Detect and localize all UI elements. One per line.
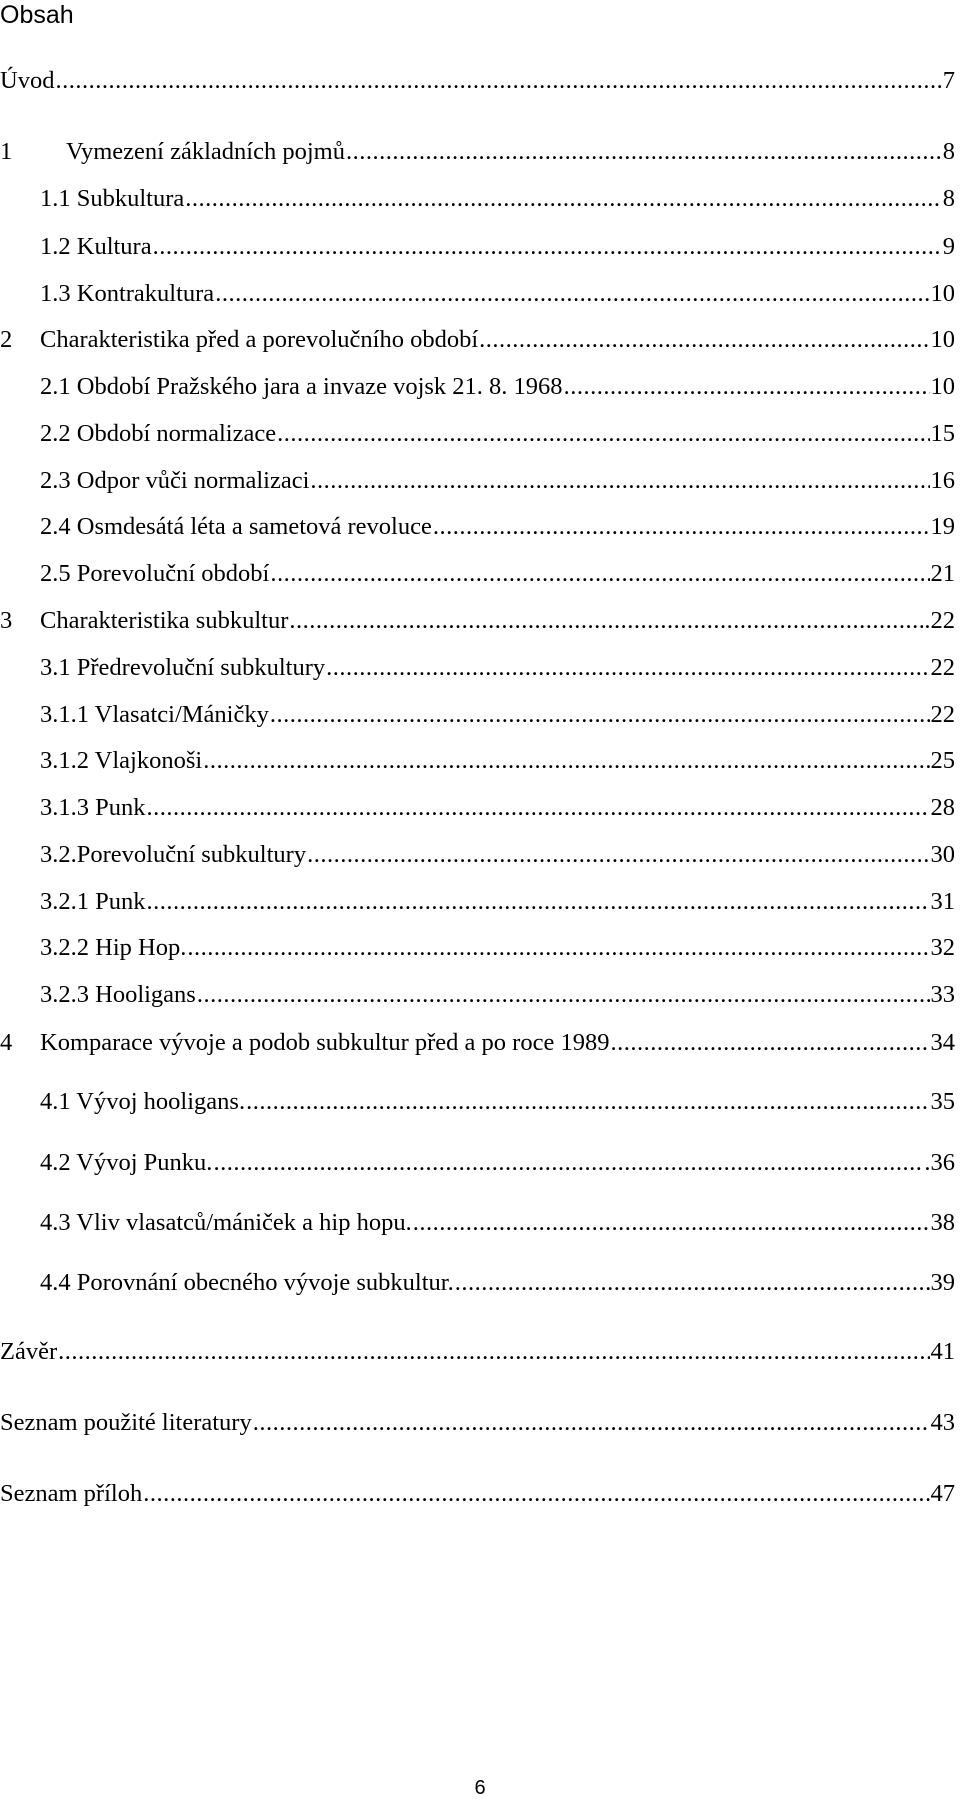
toc-entry-literatura[interactable] — [0, 1405, 955, 1441]
toc-entry-number: 1 — [0, 138, 13, 165]
toc-entry-title: 3.1.3 Punk — [40, 794, 146, 821]
toc-entry-page: 35 — [930, 1088, 955, 1115]
toc-entry-title: 4.3 Vliv vlasatců/mániček a hip hopu. — [40, 1209, 412, 1236]
toc-entry-page: 8 — [942, 138, 955, 165]
toc-leader — [433, 509, 930, 545]
toc-entry-title: 2.2 Období normalizace — [40, 420, 277, 447]
toc-entry-title: 1.1 Subkultura — [40, 185, 185, 212]
toc-entry-page: 34 — [930, 1029, 955, 1056]
toc-leader — [564, 369, 930, 405]
toc-entry-title: Seznam použité literatury — [0, 1409, 252, 1436]
toc-entry-page: 39 — [930, 1269, 955, 1296]
toc-entry-title: 3.2.1 Punk — [40, 888, 146, 915]
toc-leader — [289, 603, 923, 639]
toc-entry-title: 4.4 Porovnání obecného vývoje subkultur. — [40, 1269, 454, 1296]
page-title: Obsah — [0, 1, 74, 29]
toc-leader — [213, 1145, 923, 1181]
toc-entry-title: 3.1 Předrevoluční subkultury — [40, 654, 326, 681]
page-number: 6 — [474, 1777, 486, 1799]
toc-entry-page: 10 — [930, 373, 955, 400]
toc-entry-page: 47 — [930, 1480, 955, 1507]
toc-leader — [58, 1334, 929, 1370]
toc-entry-page: 7 — [942, 67, 955, 94]
toc-leader — [246, 1084, 929, 1120]
toc-entry-page: 30 — [930, 841, 955, 868]
toc-entry-page: 32 — [930, 934, 955, 961]
toc-entry-page: 28 — [930, 794, 955, 821]
toc-entry-title: 3.1.2 Vlajkonoši — [40, 747, 203, 774]
toc-entry-chapter-3[interactable] — [0, 603, 955, 639]
toc-entry-title: 3.1.1 Vlasatci/Máničky — [40, 701, 269, 728]
toc-entry-title: Charakteristika subkultur — [40, 607, 289, 634]
toc-entry-3-2-3[interactable] — [40, 977, 955, 1013]
toc-entry-number: 4 — [0, 1029, 13, 1056]
toc-entry-3-1-1[interactable] — [40, 697, 955, 733]
toc-leader — [479, 322, 929, 358]
toc-leader — [203, 743, 929, 779]
toc-entry-page: 19 — [930, 513, 955, 540]
toc-entry-title: 2.5 Porevoluční období — [40, 560, 270, 587]
toc-entry-number: 2 — [0, 326, 13, 353]
toc-entry-title: 1.2 Kultura — [40, 233, 152, 260]
toc-entry-page: 16 — [930, 467, 955, 494]
toc-entry-title: 1.3 Kontrakultura — [40, 280, 215, 307]
toc-entry-4-2[interactable] — [40, 1145, 955, 1181]
toc-entry-3-1-3[interactable] — [40, 790, 955, 826]
toc-leader — [346, 134, 942, 170]
toc-entry-title: 3.2.3 Hooligans — [40, 981, 196, 1008]
toc-leader — [215, 276, 929, 312]
toc-entry-zaver[interactable] — [0, 1334, 955, 1370]
toc-entry-chapter-2[interactable] — [0, 322, 955, 358]
toc-entry-2-5[interactable] — [40, 556, 955, 592]
toc-entry-title: 3.2.Porevoluční subkultury — [40, 841, 307, 868]
toc-leader — [253, 1405, 930, 1441]
toc-entry-2-1[interactable] — [40, 369, 955, 405]
toc-leader — [197, 977, 930, 1013]
toc-leader — [187, 930, 929, 966]
toc-entry-title: 2.4 Osmdesátá léta a sametová revoluce — [40, 513, 432, 540]
toc-entry-title: 2.3 Odpor vůči normalizaci — [40, 467, 310, 494]
toc-entry-1-3[interactable] — [40, 276, 955, 312]
toc-leader — [326, 650, 929, 686]
toc-entry-title: Závěr — [0, 1338, 58, 1365]
toc-entry-page: 10 — [930, 280, 955, 307]
toc-entry-page: 10 — [930, 326, 955, 353]
toc-entry-title: Seznam příloh — [0, 1480, 143, 1507]
toc-leader — [147, 790, 930, 826]
toc-entry-page: 22 — [930, 701, 955, 728]
toc-entry-title: Úvod — [0, 67, 55, 94]
toc-entry-4-1[interactable] — [40, 1084, 955, 1120]
toc-entry-page: .22 — [924, 607, 955, 634]
toc-entry-title: 3.2.2 Hip Hop. — [40, 934, 187, 961]
toc-entry-page: 38 — [930, 1209, 955, 1236]
toc-entry-page: 41 — [930, 1338, 955, 1365]
toc-entry-1-2[interactable] — [40, 229, 955, 265]
toc-entry-page: 15 — [930, 420, 955, 447]
toc-leader — [610, 1025, 929, 1061]
toc-entry-title: Komparace vývoje a podob subkultur před a po roce 1989 — [40, 1029, 610, 1056]
toc-entry-page: 43 — [930, 1409, 955, 1436]
toc-entry-page: 25 — [930, 747, 955, 774]
toc-entry-page: 22 — [930, 654, 955, 681]
toc-leader — [310, 463, 929, 499]
toc-leader — [147, 884, 930, 920]
toc-entry-uvod[interactable] — [0, 63, 955, 99]
toc-entry-3-1-2[interactable] — [40, 743, 955, 779]
toc-entry-page: 9 — [942, 233, 955, 260]
toc-leader — [153, 229, 942, 265]
toc-entry-chapter-1[interactable] — [0, 134, 955, 170]
toc-entry-page: 31 — [930, 888, 955, 915]
toc-leader — [307, 837, 929, 873]
toc-entry-page: 21 — [930, 560, 955, 587]
toc-leader — [277, 416, 929, 452]
toc-entry-number: 3 — [0, 607, 13, 634]
toc-entry-title: 4.2 Vývoj Punku. — [40, 1149, 213, 1176]
toc-entry-title: 4.1 Vývoj hooligans. — [40, 1088, 246, 1115]
toc-entry-chapter-4[interactable] — [0, 1025, 955, 1061]
toc-entry-1-1[interactable] — [40, 181, 955, 217]
toc-leader — [455, 1265, 930, 1301]
toc-entry-page: .36 — [924, 1149, 955, 1176]
toc-entry-3-2-1[interactable] — [40, 884, 955, 920]
toc-entry-4-4[interactable] — [40, 1265, 955, 1301]
toc-entry-2-2[interactable] — [40, 416, 955, 452]
toc-leader — [55, 63, 941, 99]
toc-entry-page: 8 — [942, 185, 955, 212]
toc-entry-3-1[interactable] — [40, 650, 955, 686]
toc-entry-title: Vymezení základních pojmů — [66, 138, 345, 165]
toc-entry-4-3[interactable] — [40, 1205, 955, 1241]
toc-leader — [270, 697, 930, 733]
toc-entry-3-2[interactable] — [40, 837, 955, 873]
toc-entry-page: 33 — [930, 981, 955, 1008]
toc-leader — [143, 1476, 929, 1512]
toc-entry-title: Charakteristika před a porevolučního období — [40, 326, 479, 353]
toc-entry-prilohy[interactable] — [0, 1476, 955, 1512]
toc-entry-2-3[interactable] — [40, 463, 955, 499]
toc-leader — [270, 556, 929, 592]
toc-leader — [185, 181, 941, 217]
toc-entry-3-2-2[interactable] — [40, 930, 955, 966]
toc-entry-2-4[interactable] — [40, 509, 955, 545]
toc-entry-title: 2.1 Období Pražského jara a invaze vojsk 21. 8. 1968 — [40, 373, 563, 400]
toc-leader — [413, 1205, 930, 1241]
